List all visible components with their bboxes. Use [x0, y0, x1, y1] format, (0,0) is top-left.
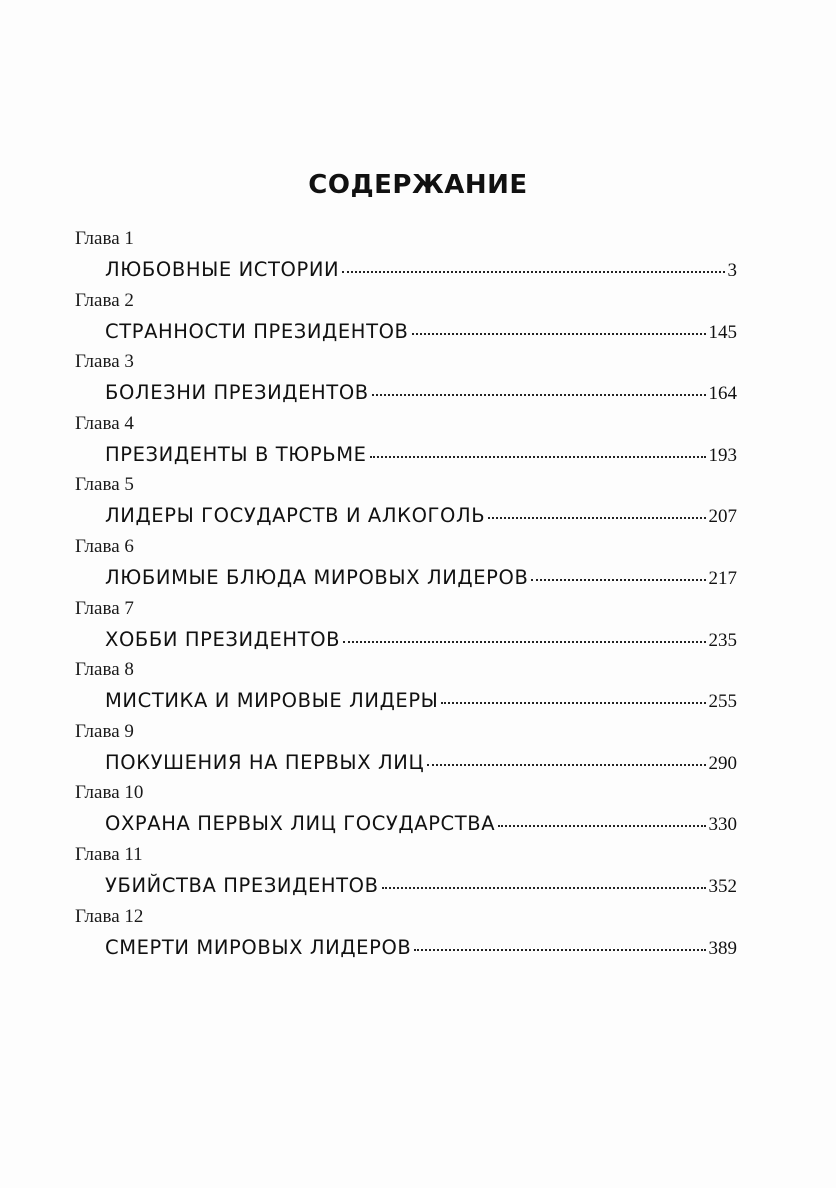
dot-leader	[488, 516, 705, 519]
chapter-label: Глава 2	[75, 289, 134, 311]
chapter-label: Глава 8	[75, 659, 134, 681]
toc-line	[105, 504, 737, 528]
chapter-label: Глава 6	[75, 535, 134, 557]
dot-leader	[370, 455, 706, 458]
chapter-title: ЛЮБИМЫЕ БЛЮДА МИРОВЫХ ЛИДЕРОВ	[105, 565, 529, 589]
toc-entry	[0, 782, 836, 844]
toc-line	[105, 443, 737, 467]
page-number: 255	[708, 691, 737, 713]
chapter-label: Глава 7	[75, 597, 134, 619]
page-title: СОДЕРЖАНИЕ	[308, 170, 528, 200]
toc-line	[105, 936, 737, 960]
page-number: 193	[708, 444, 737, 466]
toc-line	[105, 258, 737, 282]
page-number: 207	[708, 506, 737, 528]
dot-leader	[372, 393, 706, 396]
chapter-title: ПРЕЗИДЕНТЫ В ТЮРЬМЕ	[105, 442, 367, 466]
toc-line	[105, 566, 737, 590]
chapter-label: Глава 10	[75, 782, 144, 804]
chapter-title: СМЕРТИ МИРОВЫХ ЛИДЕРОВ	[105, 935, 412, 959]
toc-entry	[0, 659, 836, 721]
page-number: 352	[708, 875, 737, 897]
chapter-title: УБИЙСТВА ПРЕЗИДЕНТОВ	[105, 873, 379, 897]
toc-entry	[0, 721, 836, 783]
page-number: 3	[727, 260, 737, 281]
toc-line	[105, 689, 737, 713]
toc-line	[105, 320, 737, 344]
toc-entry	[0, 413, 836, 475]
page-number: 145	[708, 321, 737, 343]
toc-line	[105, 628, 737, 652]
dot-leader	[531, 578, 705, 581]
chapter-label: Глава 3	[75, 351, 134, 373]
page-number: 217	[708, 567, 737, 589]
chapter-label: Глава 1	[75, 228, 134, 249]
chapter-title: ЛИДЕРЫ ГОСУДАРСТВ И АЛКОГОЛЬ	[105, 504, 486, 528]
page-number: 290	[708, 752, 737, 774]
page-number: 330	[708, 814, 737, 836]
chapter-label: Глава 5	[75, 474, 134, 496]
toc-entry	[0, 351, 836, 413]
dot-leader	[427, 763, 705, 766]
toc-entry	[0, 598, 836, 660]
chapter-label: Глава 11	[75, 843, 143, 865]
toc-entry	[0, 844, 836, 906]
dot-leader	[498, 824, 705, 827]
toc-entry	[0, 474, 836, 536]
dot-leader	[412, 332, 706, 335]
toc-entry	[0, 906, 836, 968]
page-number: 235	[708, 629, 737, 651]
toc-entry	[0, 536, 836, 598]
chapter-title: ЛЮБОВНЫЕ ИСТОРИИ	[105, 258, 340, 281]
chapter-label: Глава 4	[75, 412, 134, 434]
toc-line	[105, 812, 737, 836]
table-of-contents	[0, 228, 836, 967]
chapter-title: БОЛЕЗНИ ПРЕЗИДЕНТОВ	[105, 381, 369, 405]
chapter-title: ПОКУШЕНИЯ НА ПЕРВЫХ ЛИЦ	[105, 750, 425, 774]
chapter-title: ХОББИ ПРЕЗИДЕНТОВ	[105, 627, 341, 651]
toc-line	[105, 381, 737, 405]
chapter-label: Глава 9	[75, 720, 134, 742]
chapter-title: СТРАННОСТИ ПРЕЗИДЕНТОВ	[105, 319, 409, 343]
toc-line	[105, 874, 737, 898]
chapter-title: МИСТИКА И МИРОВЫЕ ЛИДЕРЫ	[105, 689, 439, 713]
dot-leader	[382, 886, 706, 889]
toc-entry	[0, 228, 836, 290]
dot-leader	[342, 270, 724, 273]
page-number: 164	[708, 383, 737, 405]
dot-leader	[414, 948, 705, 951]
chapter-title: ОХРАНА ПЕРВЫХ ЛИЦ ГОСУДАРСТВА	[105, 812, 496, 836]
dot-leader	[343, 640, 705, 643]
toc-line	[105, 751, 737, 775]
dot-leader	[441, 701, 705, 704]
toc-entry	[0, 290, 836, 352]
chapter-label: Глава 12	[75, 905, 144, 927]
page-number: 389	[708, 937, 737, 959]
